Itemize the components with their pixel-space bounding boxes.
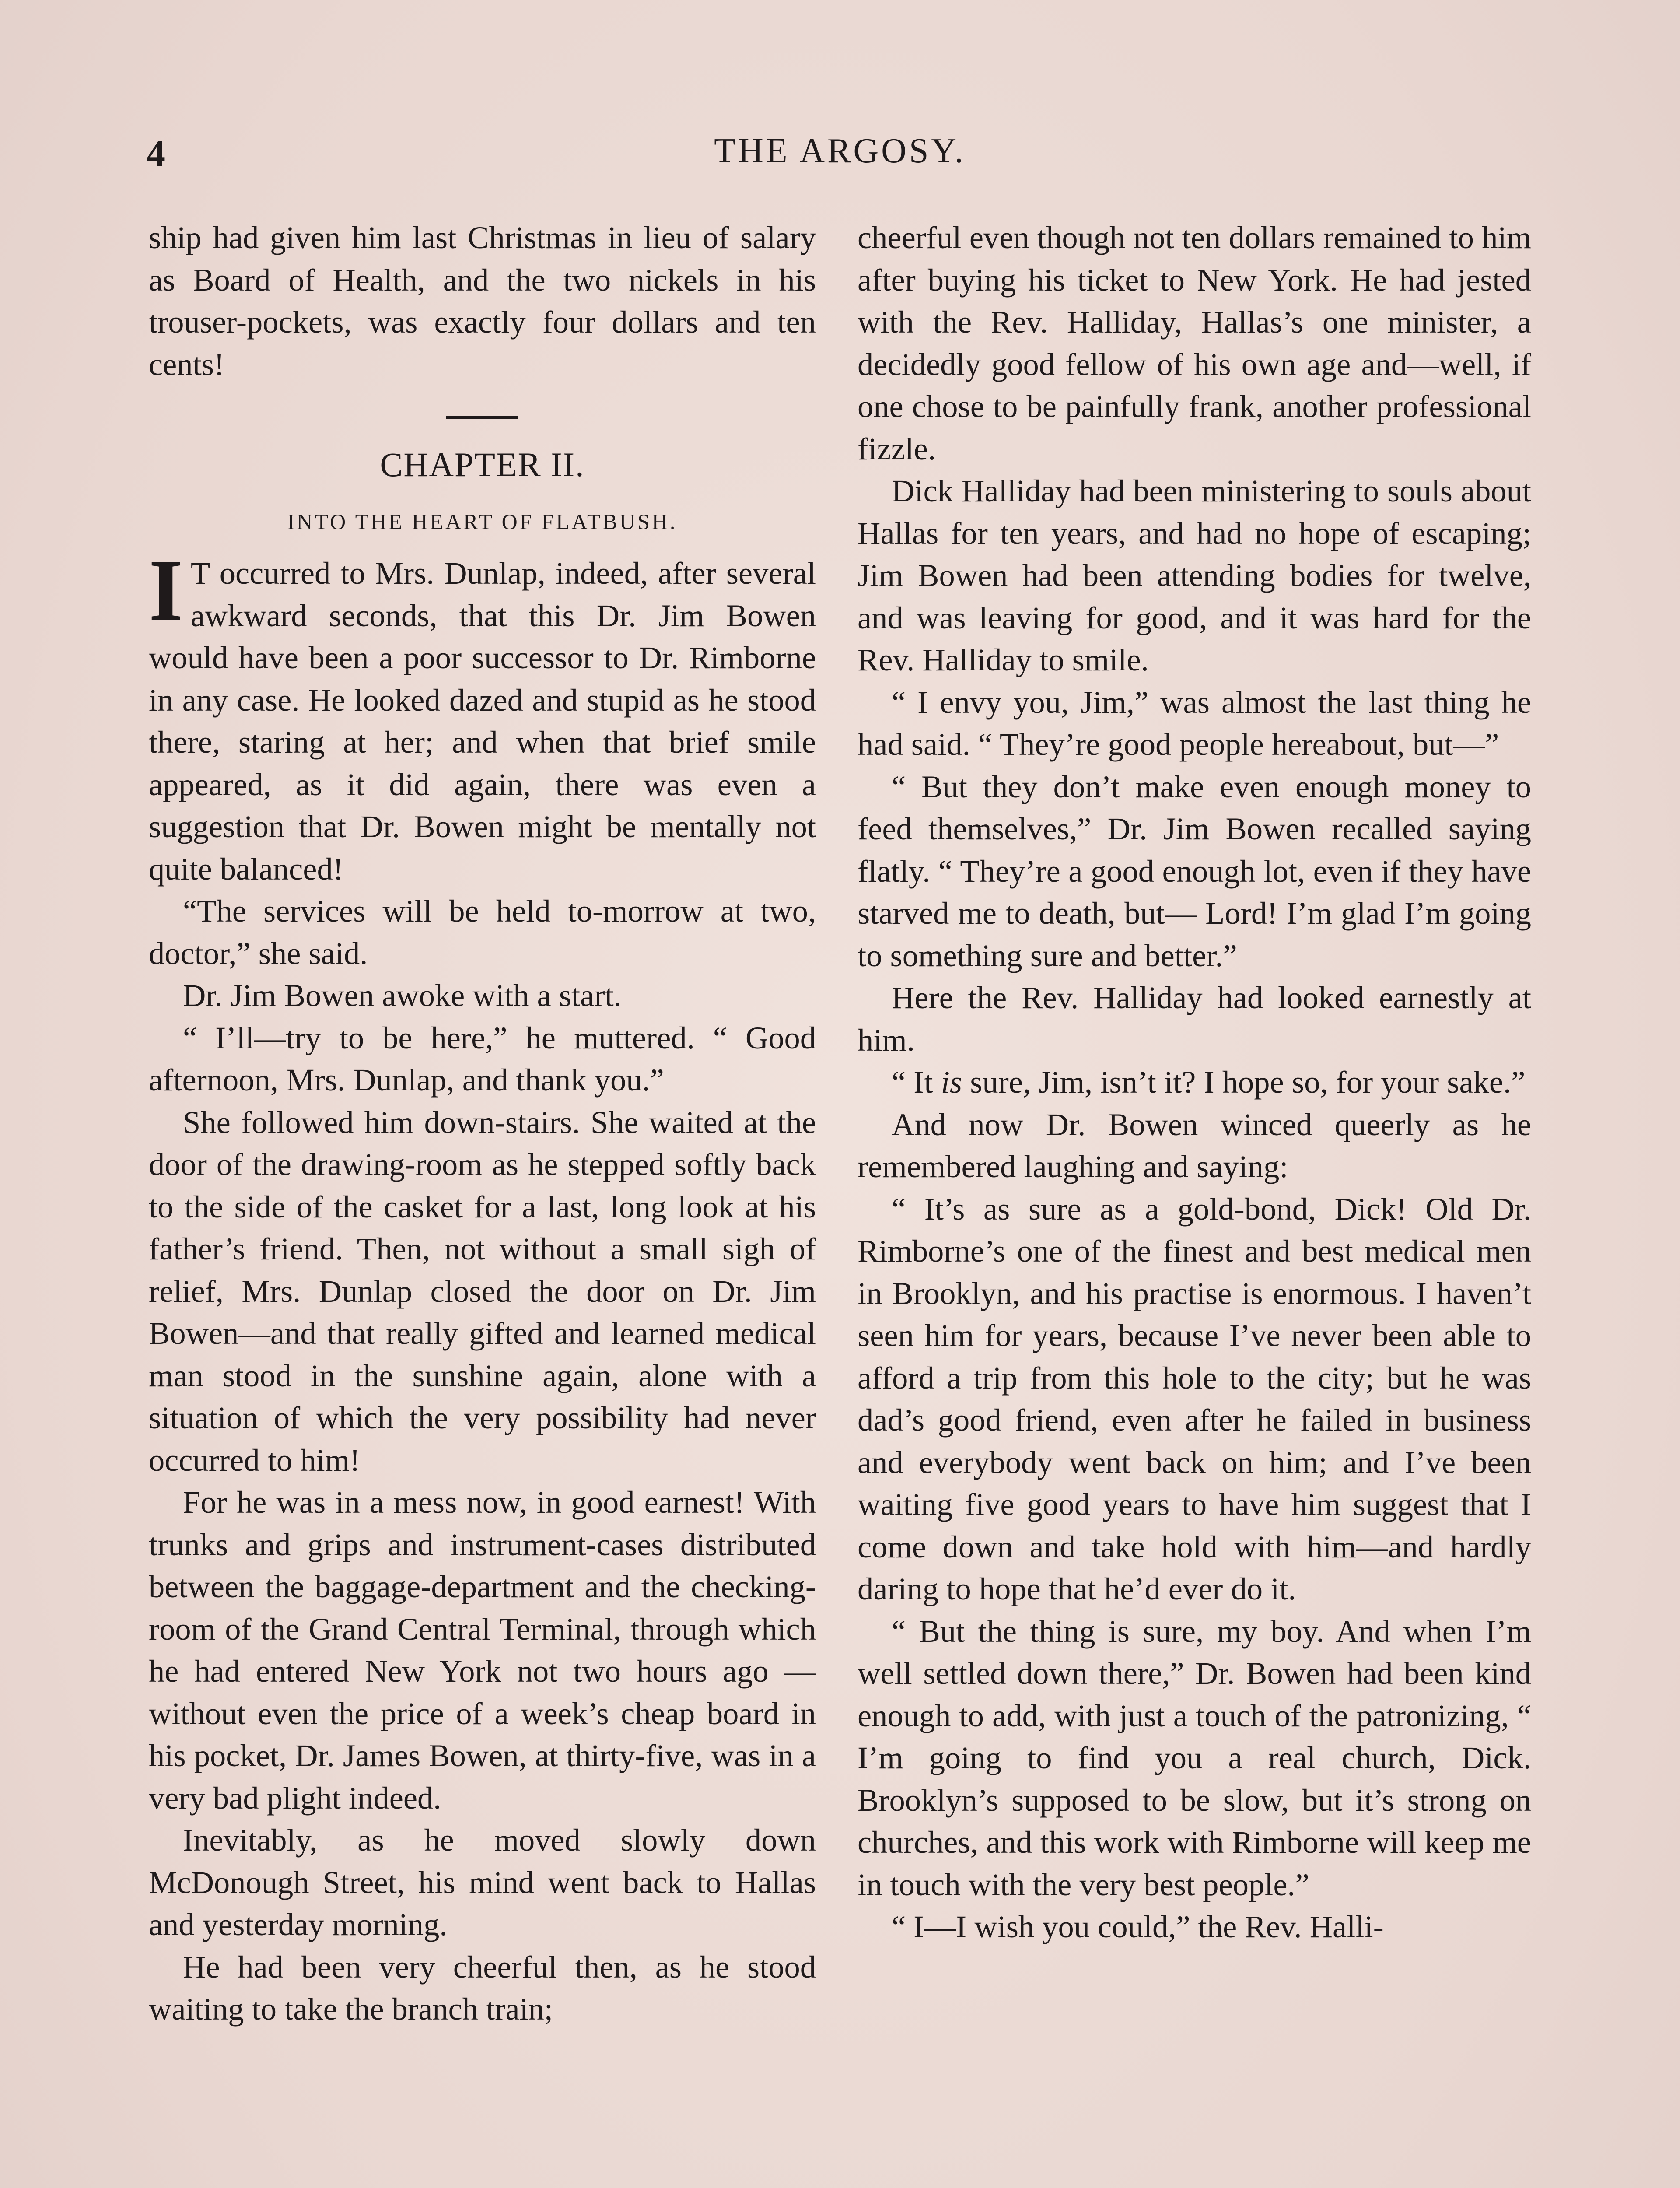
paragraph: ship had given him last Christmas in lieu of salary as Board of Health, and the two nickels in his trouser-pockets, was exactly four dollars and ten cents! [149,220,816,382]
opening-paragraph [149,542,816,890]
paragraph: Here the Rev. Halliday had looked earnestly at him. [858,980,1531,1058]
paragraph: “ I envy you, Jim,” was almost the last thing he had said. “ They’re good people hereabout, but—” [858,684,1531,762]
text-run: sure, Jim, isn’t it? I hope so, for your sake.” [962,1064,1526,1100]
paragraph: “ But the thing is sure, my boy. And when I’m well settled down there,” Dr. Bowen had been kind enough to add, with just a touch of the patronizing, “ I’m going to find you a real church, Dick. Brooklyn’s supposed to be slow, but it’s strong on churches, and this work with Rimborne will keep me in touch with the very best people.” [858,1613,1531,1902]
page-number: 4 [147,132,165,174]
paragraph: “The services will be held to-morrow at two, doctor,” she said. [149,893,816,971]
chapter-subtitle: INTO THE HEART OF FLATBUSH. [287,509,678,534]
paragraph: He had been very cheerful then, as he stood waiting to take the branch train; [149,1949,816,2027]
right-column [858,217,1531,1948]
paragraph: She followed him down-stairs. She waited at the door of the drawing-room as he stepped softly back to the side of the casket for a last, long look at his father’s friend. Then, not without a small sigh of relief, Mrs. Dunlap closed the door on Dr. Jim Bowen—and that really gifted and learned medical man stood in the sunshine again, alone with a situation of which the very possibility had never occurred to him! [149,1104,816,1478]
section-divider [446,416,518,419]
running-head [0,131,1680,179]
paragraph: “ I—I wish you could,” the Rev. Halli- [892,1909,1384,1944]
text-run: “ It [892,1064,941,1100]
paragraph: “ It’s as sure as a gold-bond, Dick! Old Dr. Rimborne’s one of the finest and best medical men in Brooklyn, and his practise is enormous. I haven’t seen him for years, because I’ve never been able to afford a trip from this hole to the city; but he was dad’s good friend, even after he failed in business and everybody went back on him; and I’ve been waiting five good years to have him suggest that I come down and take hold with him—and hardly daring to hope that he’d ever do it. [858,1191,1531,1606]
left-column [149,217,816,2030]
paragraph: Dr. Jim Bowen awoke with a start. [183,978,622,1013]
paragraph: And now Dr. Bowen winced queerly as he remembered laughing and saying: [858,1106,1531,1184]
emphasis: is [941,1064,962,1100]
opening-paragraph-text: T occurred to Mrs. Dunlap, indeed, after several awkward seconds, that this Dr. Jim Bowen would have been a poor successor to Dr. Rimborne in any case. He looked dazed and stupid as he stood there, staring at her; and when that brief smile appeared, as it did again, there was even a suggestion that Dr. Bowen might be mentally not quite balanced! [149,555,816,887]
paragraph: Inevitably, as he moved slowly down McDonough Street, his mind went back to Hallas and yesterday morning. [149,1822,816,1942]
paragraph [858,1061,1531,1104]
magazine-title: THE ARGOSY. [714,132,966,170]
paragraph: For he was in a mess now, in good earnest! With trunks and grips and instrument-cases distributed between the baggage-department and the checking-room of the Grand Central Terminal, through which he had entered New York not two hours ago — without even the price of a week’s cheap board in his pocket, Dr. James Bowen, at thirty-five, was in a very bad plight indeed. [149,1484,816,1816]
drop-cap: I [149,542,183,639]
paragraph: “ But they don’t make even enough money to feed themselves,” Dr. Jim Bowen recalled saying flatly. “ They’re a good enough lot, even if they have starved me to death, but— Lord! I’m glad I’m going to something sure and better.” [858,768,1531,973]
chapter-heading: CHAPTER II. [380,445,585,484]
paragraph: Dick Halliday had been ministering to souls about Hallas for ten years, and had no hope of escaping; Jim Bowen had been attending bodies for twelve, and was leaving for good, and it was hard for the Rev. Halliday to smile. [858,473,1531,677]
paragraph: “ I’ll—try to be here,” he muttered. “ Good afternoon, Mrs. Dunlap, and thank you.” [149,1020,816,1098]
paragraph: cheerful even though not ten dollars remained to him after buying his ticket to New York. He had jested with the Rev. Halliday, Hallas’s one minister, a decidedly good fellow of his own age and—well, if one chose to be painfully frank, another professional fizzle. [858,220,1531,466]
